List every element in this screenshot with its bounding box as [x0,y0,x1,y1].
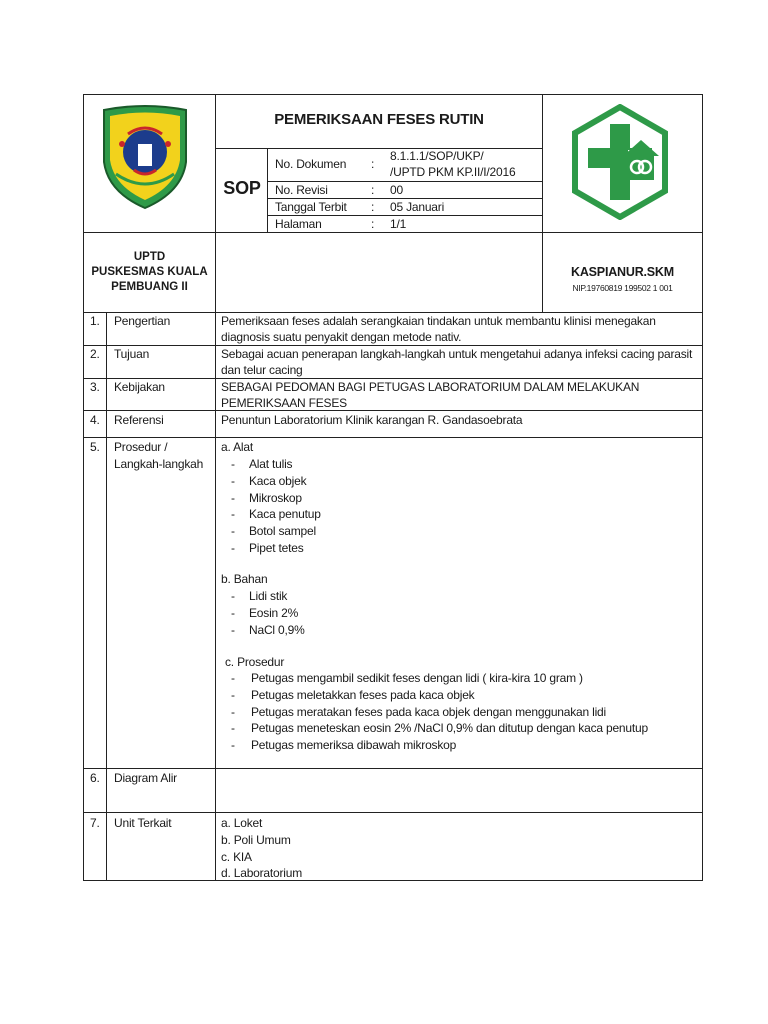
list-item-text: Petugas meratakan feses pada kaca objek dengan menggunakan lidi [251,704,606,719]
meta-key-no-revisi: No. Revisi [275,183,328,197]
row-number: 1. [90,314,100,328]
list-item [231,720,648,737]
row-number: 3. [90,380,100,394]
list-item-text: Petugas mengambil sedikit feses dengan lidi ( kira-kira 10 gram ) [251,671,583,685]
meta-sep: : [371,183,375,197]
meta-sep: : [371,200,375,214]
list-item: a. Loket [221,816,263,830]
meta-value-tanggal-terbit: 05 Januari [390,200,445,214]
row-content: Pemeriksaan feses adalah serangkaian tindakan untuk membantu klinisi menegakan diagnosis suatu penyakit dengan metode nativ. [221,314,656,344]
row-number: 2. [90,347,100,361]
list-item: d. Laboratorium [221,866,303,881]
row-label: Unit Terkait [114,816,172,830]
section-bahan-heading: b. Bahan [221,572,268,586]
list-item [231,622,305,639]
meta-key-tanggal-terbit: Tanggal Terbit [275,200,347,214]
row-label: Tujuan [114,347,150,361]
list-item-text: Petugas meneteskan eosin 2% /NaCl 0,9% dan ditutup dengan kaca penutup [251,721,648,736]
list-dash: - [231,605,235,620]
sop-label: SOP [223,178,261,198]
list-dash: - [231,687,235,702]
meta-value-no-dokumen-line2: /UPTD PKM KP.II/I/2016 [390,165,516,179]
meta-key-halaman: Halaman [275,217,322,231]
list-item [231,506,321,523]
list-dash: - [231,524,235,539]
list-dash: - [231,507,235,522]
list-item-text: Mikroskop [249,490,302,505]
list-item-text: Pipet tetes [249,540,304,555]
org-line: PUSKESMAS KUALA [91,266,208,278]
org-line: PEMBUANG II [111,281,188,293]
row-content: Sebagai acuan penerapan langkah-langkah untuk mengetahui adanya infeksi cacing parasit dan telur cacing [221,347,693,377]
row-label: Diagram Alir [114,771,177,785]
meta-key-no-dokumen: No. Dokumen [275,157,347,171]
list-item [231,605,305,622]
row-number: 6. [90,771,100,785]
list-item [231,540,321,557]
regency-emblem-icon [98,104,192,212]
meta-sep: : [371,157,375,171]
organization-name [84,250,215,295]
row-label-line2: Langkah-langkah [114,457,204,471]
signer-nip: NIP.19760819 199502 1 001 [572,283,673,293]
meta-value-no-revisi: 00 [390,183,403,197]
list-item [231,687,648,704]
list-dash: - [231,540,235,555]
list-item [231,588,305,605]
list-item-text: Botol sampel [249,524,316,539]
meta-value-halaman: 1/1 [390,217,407,231]
puskesmas-logo-icon [570,104,670,220]
row-number: 7. [90,816,100,830]
list-item [231,523,321,540]
meta-sep: : [371,217,375,231]
list-item [231,670,648,687]
list-item [231,737,648,754]
row-number: 4. [90,413,100,427]
list-item-text: Kaca objek [249,473,307,488]
alat-list [231,456,321,557]
list-item [231,490,321,507]
row-label: Pengertian [114,314,171,328]
row-label: Referensi [114,413,164,427]
row-content: Penuntun Laboratorium Klinik karangan R. Gandasoebrata [221,413,523,427]
list-item: c. KIA [221,849,252,864]
row-label: Kebijakan [114,380,165,394]
list-dash: - [231,490,235,505]
list-dash: - [231,473,235,488]
list-item-text: Lidi stik [249,589,288,603]
row-label-line1: Prosedur / [114,440,168,454]
meta-value-no-dokumen-line1: 8.1.1.1/SOP/UKP/ [390,149,484,163]
row-content: SEBAGAI PEDOMAN BAGI PETUGAS LABORATORIUM DALAM MELAKUKAN PEMERIKSAAN FESES [221,380,640,410]
list-dash: - [231,704,235,719]
document-title: PEMERIKSAAN FESES RUTIN [274,111,484,128]
signer-name: KASPIANUR.SKM [571,265,674,279]
list-dash: - [231,622,235,637]
section-alat-heading: a. Alat [221,440,253,454]
list-dash: - [231,721,235,736]
list-item [231,456,321,473]
bahan-list [231,588,305,638]
unit-list [221,815,302,882]
list-item-text: NaCl 0,9% [249,622,305,637]
row-number: 5. [90,440,100,454]
list-item-text: Eosin 2% [249,605,299,620]
list-item [231,704,648,721]
org-line: UPTD [133,251,166,263]
prosedur-steps-list [231,670,648,754]
list-item [231,473,321,490]
list-item-text: Alat tulis [249,457,293,471]
list-dash: - [231,457,235,471]
list-dash: - [231,589,235,603]
section-prosedur-heading: c. Prosedur [225,655,285,669]
list-item-text: Petugas meletakkan feses pada kaca objek [251,687,475,702]
list-item-text: Kaca penutup [249,507,321,522]
list-dash: - [231,738,235,753]
list-dash: - [231,671,235,685]
list-item: b. Poli Umum [221,832,291,847]
list-item-text: Petugas memeriksa dibawah mikroskop [251,738,457,753]
